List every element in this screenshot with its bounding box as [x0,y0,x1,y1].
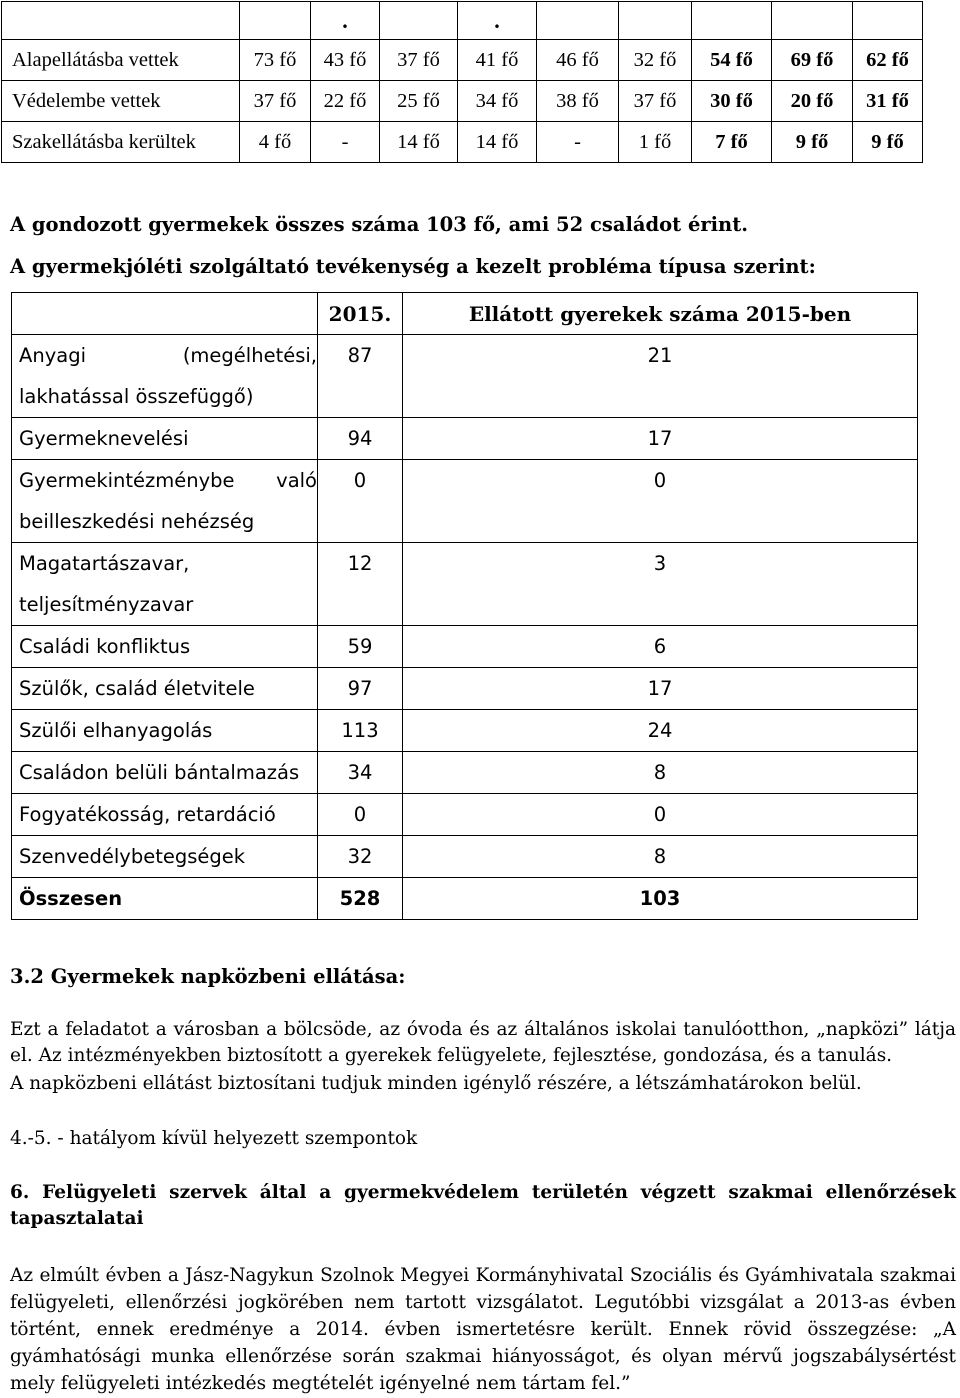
problem-type-table [11,292,918,920]
table-cell: - [537,122,619,163]
value-cell: 0 [403,794,918,836]
table-cell: 37 fő [240,81,311,122]
header-cell [772,2,853,40]
section-4-5-note: 4.-5. - hatályom kívül helyezett szempontok [10,1128,418,1149]
value-cell: 34 [318,752,403,794]
value-cell: 21 [403,335,918,418]
summary-line: A gondozott gyermekek összes száma 103 fő, ami 52 családot érint. [10,213,749,236]
total-row [12,878,918,920]
table-cell: 41 fő [458,40,537,81]
value-cell: 17 [403,668,918,710]
row-label-line-2: teljesítményzavar [19,593,194,616]
row-label: Gyermeknevelési [12,418,318,460]
table-cell: 20 fő [772,81,853,122]
table-cell: 9 fő [853,122,923,163]
table-cell: 32 fő [619,40,692,81]
row-label-line-1: Anyagi (megélhetési, [19,344,317,367]
table-cell: 37 fő [619,81,692,122]
table-row [12,418,918,460]
value-cell: 3 [403,543,918,626]
table-row [12,335,918,418]
table-cell: 69 fő [772,40,853,81]
value-cell: 8 [403,836,918,878]
row-label: Szülők, család életvitele [12,668,318,710]
table-row [2,40,923,81]
header-cell [240,2,311,40]
section-3-2-heading: 3.2 Gyermekek napközbeni ellátása: [10,965,406,988]
header-cell [853,2,923,40]
value-cell: 113 [318,710,403,752]
row-label: Szakellátásba kerültek [2,122,240,163]
total-label: Összesen [12,878,318,920]
table-cell: 14 fő [458,122,537,163]
row-label [12,460,318,543]
table-cell: 7 fő [692,122,772,163]
table-cell: 25 fő [380,81,458,122]
table-row [12,668,918,710]
total-value: 528 [318,878,403,920]
table-row [2,81,923,122]
table-cell: 37 fő [380,40,458,81]
section-3-2-paragraph-1: Ezt a feladatot a városban a bölcsöde, az óvoda és az általános iskolai tanulóotthon, „napközi” látja el. Az intézményekben biztosított a gyerekek felügyelete, fejlesztése, gondozása, és a tanulás. [10,1019,956,1066]
row-label: Alapellátásba vettek [2,40,240,81]
table-cell: 4 fő [240,122,311,163]
value-cell: 94 [318,418,403,460]
row-label-line-2: lakhatással összefüggő) [19,385,254,408]
row-label: Szenvedélybetegségek [12,836,318,878]
row-label: Családi konfliktus [12,626,318,668]
table-cell: 22 fő [311,81,380,122]
value-cell: 0 [318,794,403,836]
header-cell [619,2,692,40]
value-cell: 17 [403,418,918,460]
table-cell: 14 fő [380,122,458,163]
table-row [12,543,918,626]
value-cell: 24 [403,710,918,752]
table-cell: 73 fő [240,40,311,81]
header-cell [537,2,619,40]
value-cell: 87 [318,335,403,418]
header-cell: . [311,2,380,40]
table-row [12,836,918,878]
header-cell: 2015. [318,293,403,335]
row-label-line-2: beilleszkedési nehézség [19,510,255,533]
table-cell: 38 fő [537,81,619,122]
table-cell: 30 fő [692,81,772,122]
value-cell: 97 [318,668,403,710]
row-label: Védelembe vettek [2,81,240,122]
value-cell: 8 [403,752,918,794]
value-cell: 6 [403,626,918,668]
table-cell: - [311,122,380,163]
table-cell: 43 fő [311,40,380,81]
row-label-line-1: Gyermekintézménybe való [19,469,317,492]
value-cell: 59 [318,626,403,668]
row-label [12,543,318,626]
header-cell [12,293,318,335]
table-cell: 31 fő [853,81,923,122]
value-cell: 0 [403,460,918,543]
header-cell [380,2,458,40]
table-cell: 34 fő [458,81,537,122]
table-row [12,626,918,668]
value-cell: 12 [318,543,403,626]
monthly-cases-table [1,1,923,163]
section-3-2-paragraph-2: A napközbeni ellátást biztosítani tudjuk minden igénylő részére, a létszámhatárokon belül. [10,1073,862,1094]
row-label [12,335,318,418]
section-6-heading: 6. Felügyeleti szervek által a gyermekvédelem területén végzett szakmai ellenőrzések tapasztalatai [10,1182,956,1229]
value-cell: 0 [318,460,403,543]
table-row [12,752,918,794]
header-cell [692,2,772,40]
header-cell: . [458,2,537,40]
value-cell: 32 [318,836,403,878]
table-row [12,710,918,752]
row-label: Családon belüli bántalmazás [12,752,318,794]
section-6-paragraph: Az elmúlt évben a Jász-Nagykun Szolnok Megyei Kormányhivatal Szociális és Gyámhivatala szakmai felügyeleti, ellenőrzési jogkörében nem tartott vizsgálatot. Legutóbbi vizsgálat a 2013-as évben történt, ennek eredménye a 2014. évben ismertetésre került. Ennek rövid összegzése: „A gyámhatósági munka ellenőrzése során szakmai hiányosságot, és olyan mérvű jogszabálysértést mely felügyeleti intézkedés megtételét igényelné nem tártam fel.” [10,1265,956,1394]
table-header-row [2,2,923,40]
total-value: 103 [403,878,918,920]
table-row [12,460,918,543]
row-label: Fogyatékosság, retardáció [12,794,318,836]
table-cell: 62 fő [853,40,923,81]
table-cell: 54 fő [692,40,772,81]
table-cell: 1 fő [619,122,692,163]
table-row [12,794,918,836]
row-label: Szülői elhanyagolás [12,710,318,752]
problem-heading: A gyermekjóléti szolgáltató tevékenység a kezelt probléma típusa szerint: [10,255,816,278]
table-cell: 46 fő [537,40,619,81]
table-cell: 9 fő [772,122,853,163]
table-row [2,122,923,163]
header-cell [2,2,240,40]
table-header-row [12,293,918,335]
row-label-line-1: Magatartászavar, [19,552,190,575]
header-cell: Ellátott gyerekek száma 2015-ben [403,293,918,335]
